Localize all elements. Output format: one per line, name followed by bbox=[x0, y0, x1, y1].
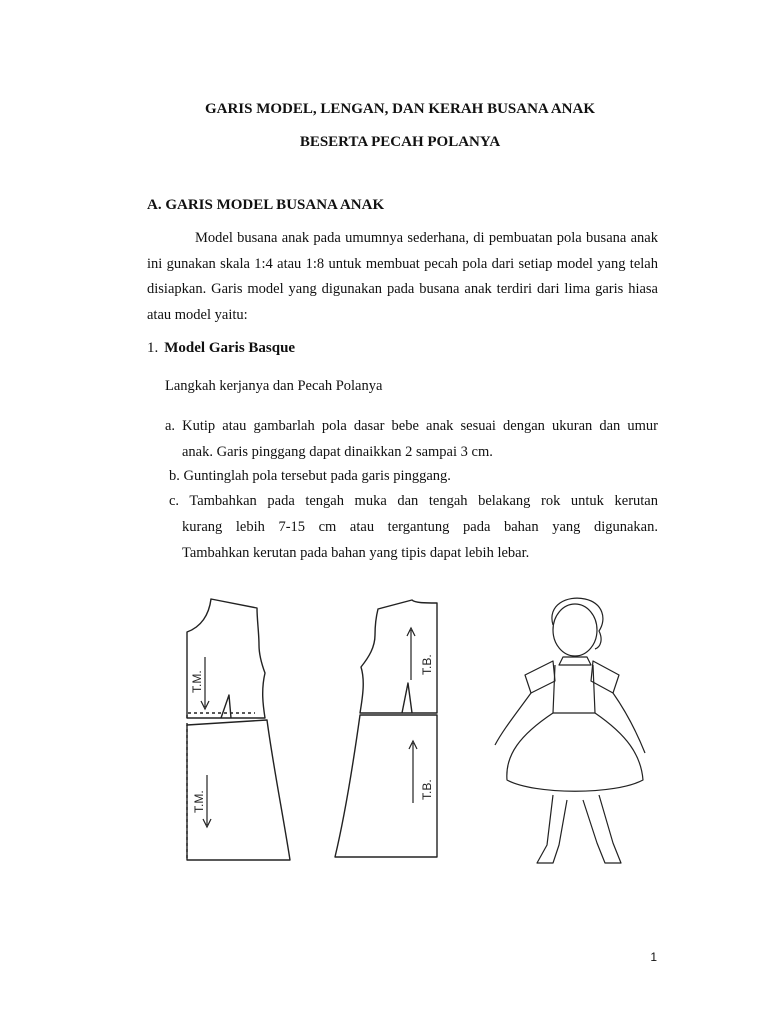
label-front-bodice: T.M. bbox=[190, 670, 204, 693]
section-heading: A. GARIS MODEL BUSANA ANAK bbox=[147, 197, 385, 213]
subsection-heading bbox=[147, 340, 295, 357]
steps-title: Langkah kerjanya dan Pecah Polanya bbox=[165, 378, 383, 394]
label-back-bodice: T.B. bbox=[420, 654, 434, 675]
label-front-skirt: T.M. bbox=[192, 790, 206, 813]
step-c-line-2: kurang lebih 7-15 cm atau tergantung pada bahan yang digunakan. bbox=[182, 519, 658, 535]
step-a-line-2: anak. Garis pinggang dapat dinaikkan 2 sampai 3 cm. bbox=[182, 444, 493, 460]
front-skirt-pattern bbox=[187, 720, 290, 860]
step-c-line-3: Tambahkan kerutan pada bahan yang tipis dapat lebih lebar. bbox=[182, 545, 530, 561]
section-paragraph: Model busana anak pada umumnya sederhana, di pembuatan pola busana anak ini gunakan skala 1:4 atau 1:8 untuk membuat pecah pola dari setiap model yang telah disiapkan. Garis model yang digunakan pada busana anak terdiri dari lima garis hiasa atau model yaitu: bbox=[147, 230, 658, 323]
step-item-c bbox=[169, 488, 658, 566]
step-c-line-1: c. Tambahkan pada tengah muka dan tengah belakang rok untuk kerutan bbox=[169, 493, 658, 509]
document-title-line-2: BESERTA PECAH POLANYA bbox=[299, 134, 501, 150]
step-item-a bbox=[165, 413, 658, 465]
step-a-line-1: a. Kutip atau gambarlah pola dasar bebe anak sesuai dengan ukuran dan umur bbox=[165, 418, 658, 434]
subsection-number: 1. bbox=[147, 340, 159, 356]
step-item-b: b. Guntinglah pola tersebut pada garis pinggang. bbox=[169, 468, 451, 484]
child-dress-illustration bbox=[495, 598, 645, 863]
pattern-figure bbox=[175, 595, 655, 885]
label-back-skirt: T.B. bbox=[420, 779, 434, 800]
page-number: 1 bbox=[650, 950, 657, 964]
subsection-title: Model Garis Basque bbox=[164, 340, 296, 356]
document-title-line-1: GARIS MODEL, LENGAN, DAN KERAH BUSANA ANAK bbox=[204, 101, 596, 117]
front-bodice-pattern bbox=[187, 599, 265, 718]
